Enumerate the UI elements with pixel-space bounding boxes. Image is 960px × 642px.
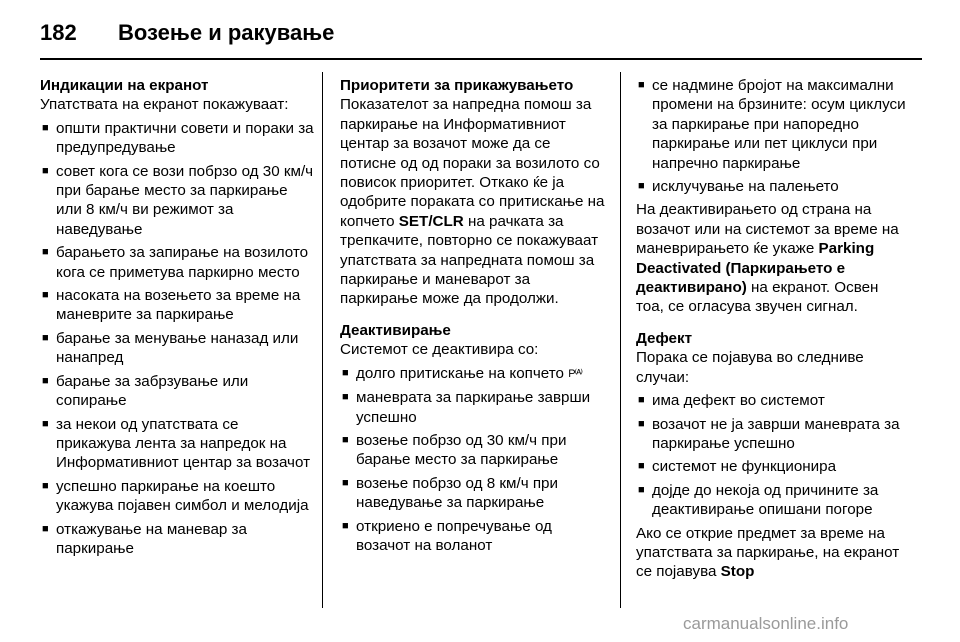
watermark: carmanualsonline.info [683, 614, 849, 633]
list-item: ■ долго притискање на копчето P⁽ᴬ⁾ [340, 364, 605, 384]
list-item: ■ успешно паркирање на коешто укажува појавен симбол и мелодија [40, 477, 315, 516]
indications-list [40, 119, 315, 559]
list-item: ■ барање за забрзување или сопирање [40, 372, 315, 411]
priorities-paragraph: Показателот за напредна помош за паркирање на Информативниот центар за возачот може да се потисне од од пораки за возилото со повисок приоритет. Откако ќе ја одобрите пораката со притискање на копчето SET/CLR на рачката за трепкачите, повторно се покажуваат упатствата за напредната помош за паркирање и маневарот за паркирање може да продолжи. [340, 96, 605, 308]
list-item: ■ возење побрзо од 30 км/ч при барање место за паркирање [340, 431, 605, 470]
column-divider-2 [620, 72, 621, 608]
deactivated-paragraph: На деактивирањето од страна на возачот или на системот за време на маневрирањето ќе укаже Parking Deactivated (Паркирањето е деактивирано) на екранот. Освен тоа, се огласува звучен сигнал. [636, 201, 899, 316]
list-item: ■ дојде до некоја од причините за деактивирање опишани погоре [636, 481, 908, 520]
set-clr-label: SET/CLR [398, 212, 464, 230]
list-item: ■ барање за менување наназад или нанапред [40, 329, 315, 368]
list-item: ■ системот не функционира [636, 457, 908, 476]
stop-label: Stop [720, 563, 755, 581]
column-1 [40, 76, 315, 558]
list-item: ■ општи практични совети и пораки за предупредување [40, 119, 315, 158]
section-heading-indications: Индикации на екранот [40, 77, 209, 94]
section-heading-deactivation: Деактивирање [340, 321, 451, 339]
header-rule [40, 58, 922, 60]
parking-assist-button-icon: P⁽ᴬ⁾ [568, 367, 582, 380]
list-item: ■ насоката на возењето за време на маневрите за паркирање [40, 286, 315, 325]
list-item: ■ исклучување на палењето [636, 177, 908, 196]
section-heading-priorities: Приоритети за прикажувањето [340, 77, 574, 94]
column-divider-1 [322, 72, 323, 608]
section-heading-fault: Дефект [636, 329, 693, 347]
page-number: 182 [40, 20, 77, 45]
stop-paragraph: Ако се открие предмет за време на упатствата за паркирање, на екранот се појавува Stop [636, 524, 900, 581]
parking-deactivated-label: Parking Deactivated (Паркирањето е деактивирано) [636, 240, 875, 297]
list-item: ■ за некои од упатствата се прикажува лента за напредок на Информативниот центар за возачот [40, 415, 315, 473]
list-item: ■ возачот не ја заврши маневрата за паркирање успешно [636, 415, 908, 454]
page-title: Возење и ракување [118, 20, 335, 45]
list-item: ■ барањето за запирање на возилото кога се приметува паркирно место [40, 243, 315, 282]
list-item: ■ има дефект во системот [636, 391, 908, 410]
column-2 [340, 76, 605, 555]
deactivation-list [340, 364, 605, 556]
column-3 [636, 76, 908, 582]
deactivation-list-continued [636, 76, 908, 196]
list-item: ■ откажување на маневар за паркирање [40, 520, 315, 559]
list-item: ■ возење побрзо од 8 км/ч при наведување за паркирање [340, 474, 605, 513]
list-item: ■ откриено е попречување од возачот на воланот [340, 517, 605, 556]
fault-intro: Порака се појавува во следниве случаи: [636, 349, 864, 386]
list-item: ■ се надмине бројот на максимални промени на брзините: осум циклуси за паркирање при напоредно паркирање или пет циклуси при напречно паркирање [636, 76, 908, 173]
list-item: ■ маневрата за паркирање заврши успешно [340, 388, 605, 427]
fault-list [636, 391, 908, 519]
intro-text: Упатствата на екранот покажуваат: [40, 96, 289, 114]
list-item: ■ совет кога се вози побрзо од 30 км/ч при барање место за паркирање или 8 км/ч ви режимот за наведување [40, 162, 315, 240]
deactivation-intro: Системот се деактивира со: [340, 341, 539, 359]
page-header [40, 14, 920, 54]
